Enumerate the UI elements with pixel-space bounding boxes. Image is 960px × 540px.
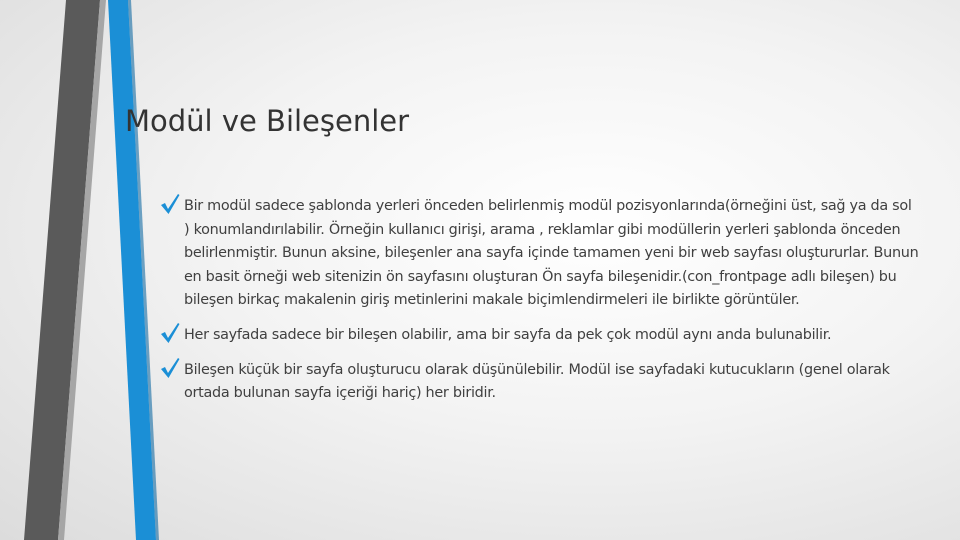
- bullet-item: [160, 324, 920, 348]
- bullet-text: Bir modül sadece şablonda yerleri önceden belirlenmiş modül pozisyonlarında(örneğini üst, sağ ya da sol ) konumlandırılabilir. Örneğin kullanıcı girişi, arama , reklamlar gibi modüllerin yerleri şablonda önceden belirlenmiştir. Bunun aksine, bileşenler ana sayfa içinde tamamen yeni bir web sayfası oluştururlar. Bunun en basit örneği web sitenizin ön sayfasını oluşturan Ön sayfa bileşenidir.(con_frontpage adlı bileşen) bu bileşen birkaç makalenin giriş metinlerini makale biçimlendirmeleri ile birlikte görüntüler.: [184, 198, 919, 309]
- bullet-item: [160, 359, 920, 406]
- slide-title: Modül ve Bileşenler: [125, 104, 410, 138]
- bullet-list: [160, 195, 920, 417]
- decorative-side-stripes: [0, 0, 160, 540]
- blue-stripe: [108, 0, 156, 540]
- bullet-text: Her sayfada sadece bir bileşen olabilir, ama bir sayfa da pek çok modül aynı anda bulunabilir.: [184, 326, 832, 343]
- bullet-text: Bileşen küçük bir sayfa oluşturucu olarak düşünülebilir. Modül ise sayfadaki kutucukların (genel olarak ortada bulunan sayfa içeriği hariç) her biridir.: [184, 361, 890, 402]
- check-icon: [160, 193, 180, 215]
- check-icon: [160, 322, 180, 344]
- check-icon: [160, 357, 180, 379]
- bullet-item: [160, 195, 920, 313]
- dark-grey-stripe: [24, 0, 100, 540]
